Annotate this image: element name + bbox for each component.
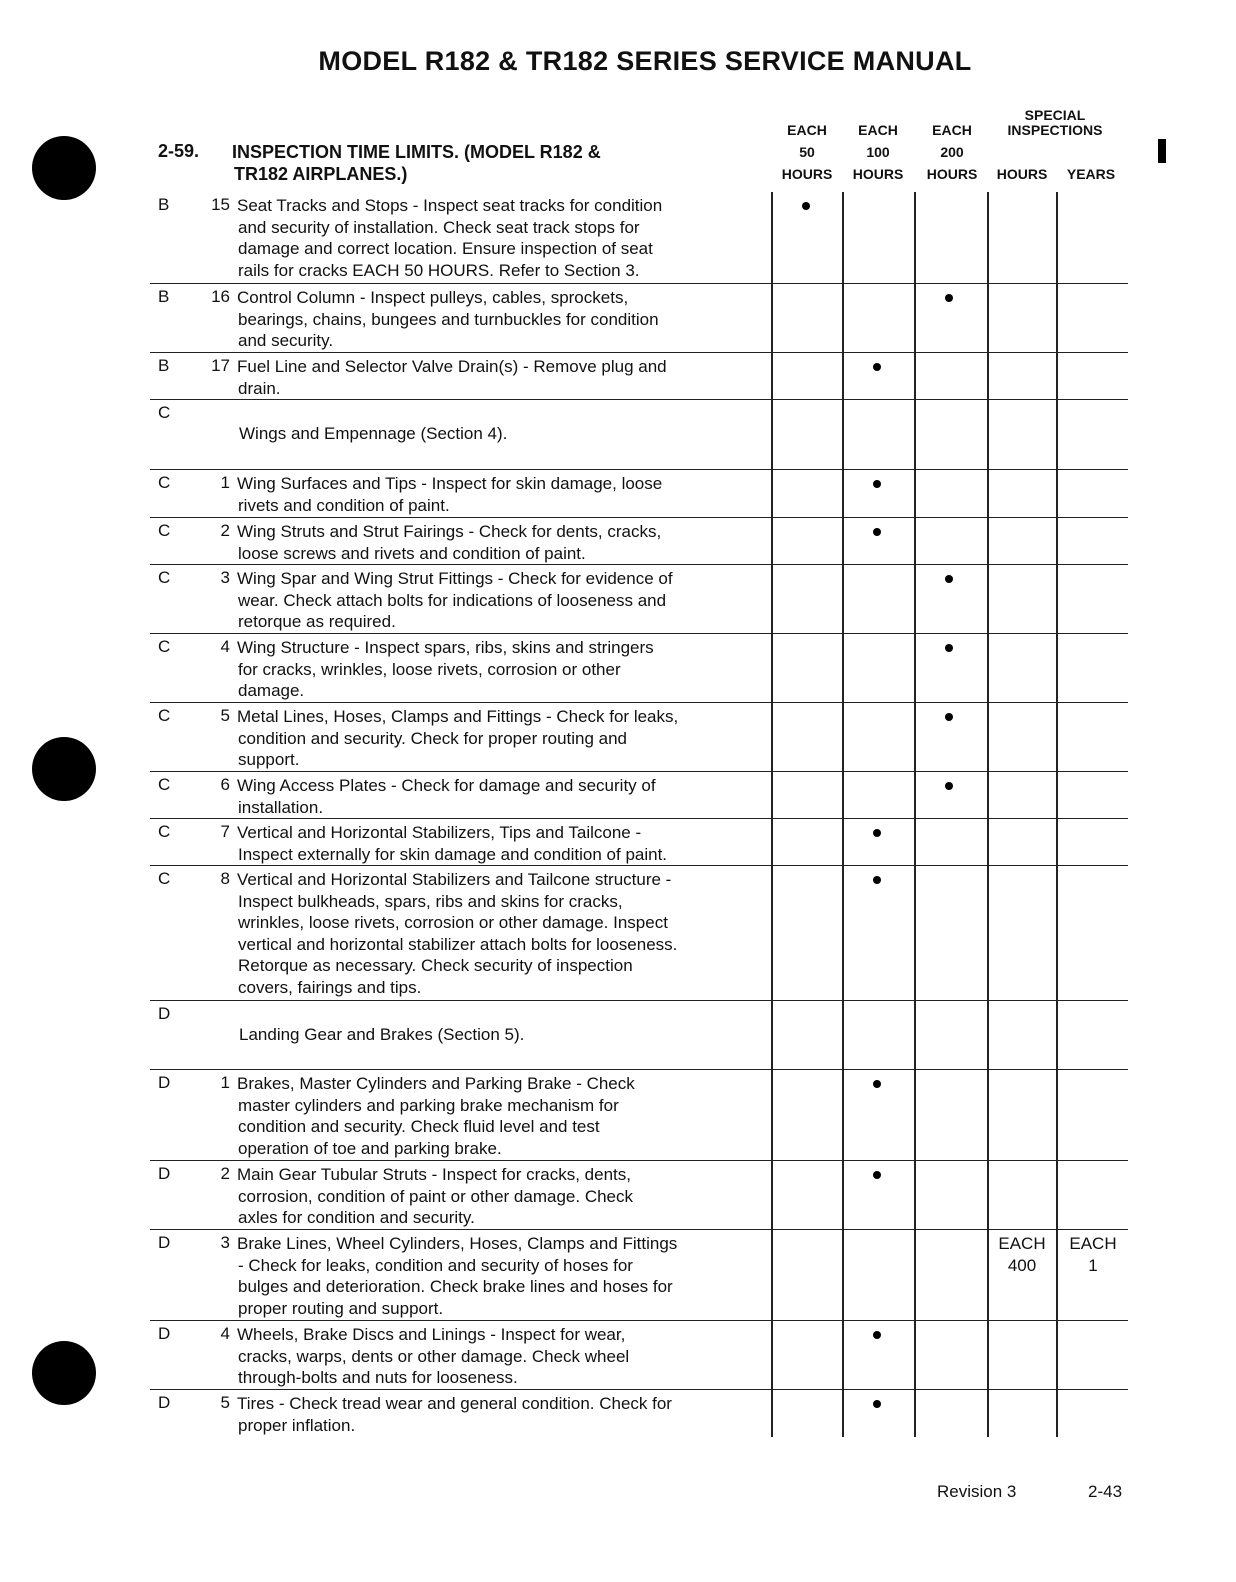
revision-bar [1158, 139, 1166, 163]
description-line: for cracks, wrinkles, loose rivets, corrosion or other [238, 659, 621, 679]
group-heading: Wings and Empennage (Section 4). [239, 424, 508, 443]
table-row [150, 1160, 1128, 1227]
item-description [237, 1073, 767, 1159]
table-row [150, 771, 1128, 817]
row-category-letter: D [158, 1324, 171, 1343]
table-row [150, 1389, 1128, 1435]
row-category-letter: B [158, 195, 170, 214]
section-number: 2-59. [158, 141, 200, 161]
special-inspections-header: SPECIAL [1024, 107, 1086, 123]
description-line: rails for cracks EACH 50 HOURS. Refer to Section 3. [238, 260, 640, 280]
table-row [150, 564, 1128, 631]
item-number: 2 [220, 521, 230, 540]
description-line: through-bolts and nuts for looseness. [238, 1368, 518, 1387]
row-category-letter: D [158, 1233, 171, 1252]
revision-label: Revision 3 [937, 1482, 1017, 1501]
inspection-mark-each-200 [945, 294, 953, 302]
col-each-200-header: EACH 200 HOURS [926, 122, 978, 182]
inspection-mark-each-200 [945, 644, 953, 652]
row-category-letter: C [158, 473, 171, 492]
row-category-letter: C [158, 568, 171, 587]
description-line: Brakes, Master Cylinders and Parking Brake - Check [237, 1074, 635, 1093]
inspection-mark-each-100 [873, 829, 881, 837]
description-line: Fuel Line and Selector Valve Drain(s) - Remove plug and [237, 357, 667, 376]
inspection-mark-each-100 [873, 1400, 881, 1408]
inspection-mark-each-50 [802, 202, 810, 210]
item-description [237, 1233, 767, 1319]
description-line: bulges and deterioration. Check brake lines and hoses for [238, 1277, 673, 1296]
page-title: MODEL R182 & TR182 SERIES SERVICE MANUAL [318, 46, 972, 76]
item-description [237, 1164, 767, 1229]
row-category-letter: D [158, 1073, 171, 1092]
description-line: Main Gear Tubular Struts - Inspect for cracks, dents, [237, 1165, 631, 1184]
inspection-mark-each-100 [873, 876, 881, 884]
section-heading-row [150, 1000, 1128, 1044]
table-row [150, 1229, 1128, 1318]
description-line: damage and correct location. Ensure inspection of seat [238, 239, 653, 258]
group-heading: Landing Gear and Brakes (Section 5). [239, 1025, 525, 1044]
description-line: and security of installation. Check seat track stops for [238, 217, 640, 237]
column-divider [842, 192, 844, 1437]
row-category-letter: B [158, 287, 170, 306]
row-category-letter: D [158, 1164, 171, 1183]
inspection-mark-each-100 [873, 1171, 881, 1179]
description-line: Inspect externally for skin damage and condition of paint. [238, 844, 668, 864]
item-description [237, 1393, 767, 1436]
table-row [150, 865, 1128, 997]
item-number: 7 [220, 822, 230, 841]
item-description [237, 568, 767, 633]
special-hours-value: EACH 400 [998, 1234, 1046, 1275]
item-description [237, 195, 767, 281]
description-line: bearings, chains, bungees and turnbuckles for condition [238, 309, 659, 329]
inspection-mark-each-200 [945, 575, 953, 583]
table-row [150, 1320, 1128, 1387]
item-description [237, 822, 767, 865]
section-heading-row [150, 399, 1128, 443]
item-description [237, 521, 767, 564]
section-title: INSPECTION TIME LIMITS. (MODEL R182 & TR182 AIRPLANES.) [232, 142, 601, 184]
item-description [237, 1324, 767, 1389]
description-line: operation of toe and parking brake. [238, 1138, 502, 1158]
description-line: Wing Structure - Inspect spars, ribs, skins and stringers [237, 638, 654, 657]
description-line: Wing Surfaces and Tips - Inspect for skin damage, loose [237, 474, 663, 493]
table-row [150, 702, 1128, 769]
description-line: axles for condition and security. [238, 1208, 475, 1227]
description-line: Retorque as necessary. Check security of inspection [238, 956, 633, 975]
row-category-letter: C [158, 403, 171, 422]
table-row [150, 352, 1128, 398]
description-line: rivets and condition of paint. [238, 495, 450, 515]
column-divider [914, 192, 916, 1437]
description-line: Vertical and Horizontal Stabilizers, Tips and Tailcone - [237, 823, 642, 842]
special-years-value: EACH 1 [1069, 1234, 1117, 1275]
row-category-letter: C [158, 521, 171, 540]
table-row [150, 633, 1128, 700]
item-number: 8 [220, 869, 230, 888]
binder-hole [32, 1341, 96, 1405]
inspection-mark-each-100 [873, 480, 881, 488]
description-line: Wing Spar and Wing Strut Fittings - Check for evidence of [237, 569, 673, 588]
item-description [237, 356, 767, 399]
description-line: damage. [238, 681, 305, 700]
description-line: support. [238, 750, 300, 769]
row-category-letter: D [158, 1004, 171, 1023]
description-line: retorque as required. [238, 612, 396, 631]
row-category-letter: C [158, 869, 171, 888]
description-line: Control Column - Inspect pulleys, cables, sprockets, [237, 288, 629, 307]
col-each-50-header: EACH 50 HOURS [781, 122, 833, 182]
item-number: 6 [220, 775, 230, 794]
row-category-letter: C [158, 637, 171, 656]
description-line: wear. Check attach bolts for indications of looseness and [238, 590, 667, 610]
item-number: 15 [211, 195, 230, 214]
row-category-letter: C [158, 822, 171, 841]
description-line: drain. [238, 378, 281, 398]
item-number: 5 [220, 1393, 230, 1412]
page-number: 2-43 [1088, 1482, 1123, 1501]
description-line: wrinkles, loose rivets, corrosion or other damage. Inspect [238, 913, 668, 932]
inspection-mark-each-100 [873, 1080, 881, 1088]
item-description [237, 706, 767, 771]
description-line: Seat Tracks and Stops - Inspect seat tracks for condition [237, 196, 663, 215]
inspection-mark-each-100 [873, 528, 881, 536]
description-line: and security. [238, 331, 334, 350]
description-line: proper inflation. [238, 1415, 356, 1435]
item-description [237, 775, 767, 818]
description-line: condition and security. Check for proper routing and [238, 728, 628, 748]
row-category-letter: D [158, 1393, 171, 1412]
item-description [237, 637, 767, 702]
row-category-letter: C [158, 775, 171, 794]
item-description [237, 287, 767, 352]
description-line: proper routing and support. [238, 1298, 444, 1318]
item-number: 1 [220, 1073, 230, 1092]
description-line: vertical and horizontal stabilizer attach bolts for looseness. [238, 934, 678, 954]
item-number: 4 [220, 637, 230, 656]
column-divider [771, 192, 773, 1437]
description-line: Inspect bulkheads, spars, ribs and skins for cracks, [238, 891, 623, 911]
item-number: 17 [211, 356, 230, 375]
description-line: loose screws and rivets and condition of paint. [238, 543, 586, 563]
col-each-100-header: EACH 100 HOURS [852, 122, 904, 182]
table-row [150, 517, 1128, 563]
description-line: - Check for leaks, condition and security of hoses for [238, 1255, 633, 1275]
col-special-hours-header: HOURS [996, 166, 1048, 182]
description-line: Wheels, Brake Discs and Linings - Inspect for wear, [237, 1325, 626, 1344]
item-description [237, 869, 767, 998]
item-description [237, 473, 767, 516]
item-number: 4 [220, 1324, 230, 1343]
binder-hole [32, 737, 96, 801]
description-line: Tires - Check tread wear and general condition. Check for [237, 1394, 672, 1413]
description-line: master cylinders and parking brake mechanism for [238, 1095, 619, 1115]
inspection-mark-each-200 [945, 782, 953, 790]
item-number: 2 [220, 1164, 230, 1183]
table-row [150, 1069, 1128, 1158]
table-row [150, 469, 1128, 515]
description-line: installation. [238, 797, 324, 817]
inspection-mark-each-200 [945, 713, 953, 721]
item-number: 16 [211, 287, 230, 306]
col-special-years-header: YEARS [1066, 166, 1116, 182]
description-line: Wing Struts and Strut Fairings - Check for dents, cracks, [237, 522, 662, 541]
description-line: Brake Lines, Wheel Cylinders, Hoses, Clamps and Fittings [237, 1234, 678, 1253]
description-line: Wing Access Plates - Check for damage and security of [237, 776, 656, 795]
item-number: 5 [220, 706, 230, 725]
row-category-letter: C [158, 706, 171, 725]
description-line: Vertical and Horizontal Stabilizers and Tailcone structure - [237, 870, 672, 889]
description-line: cracks, warps, dents or other damage. Check wheel [238, 1346, 630, 1366]
description-line: condition and security. Check fluid level and test [238, 1117, 600, 1136]
row-category-letter: B [158, 356, 170, 375]
inspection-mark-each-100 [873, 363, 881, 371]
item-number: 3 [220, 568, 230, 587]
item-number: 1 [220, 473, 230, 492]
table-row [150, 283, 1128, 350]
item-number: 3 [220, 1233, 230, 1252]
description-line: covers, fairings and tips. [238, 977, 422, 997]
inspection-mark-each-100 [873, 1331, 881, 1339]
description-line: Metal Lines, Hoses, Clamps and Fittings - Check for leaks, [237, 707, 679, 726]
description-line: corrosion, condition of paint or other damage. Check [238, 1186, 634, 1206]
special-inspections-header-2: INSPECTIONS [1007, 122, 1103, 138]
binder-hole [32, 136, 96, 200]
table-row [150, 818, 1128, 864]
